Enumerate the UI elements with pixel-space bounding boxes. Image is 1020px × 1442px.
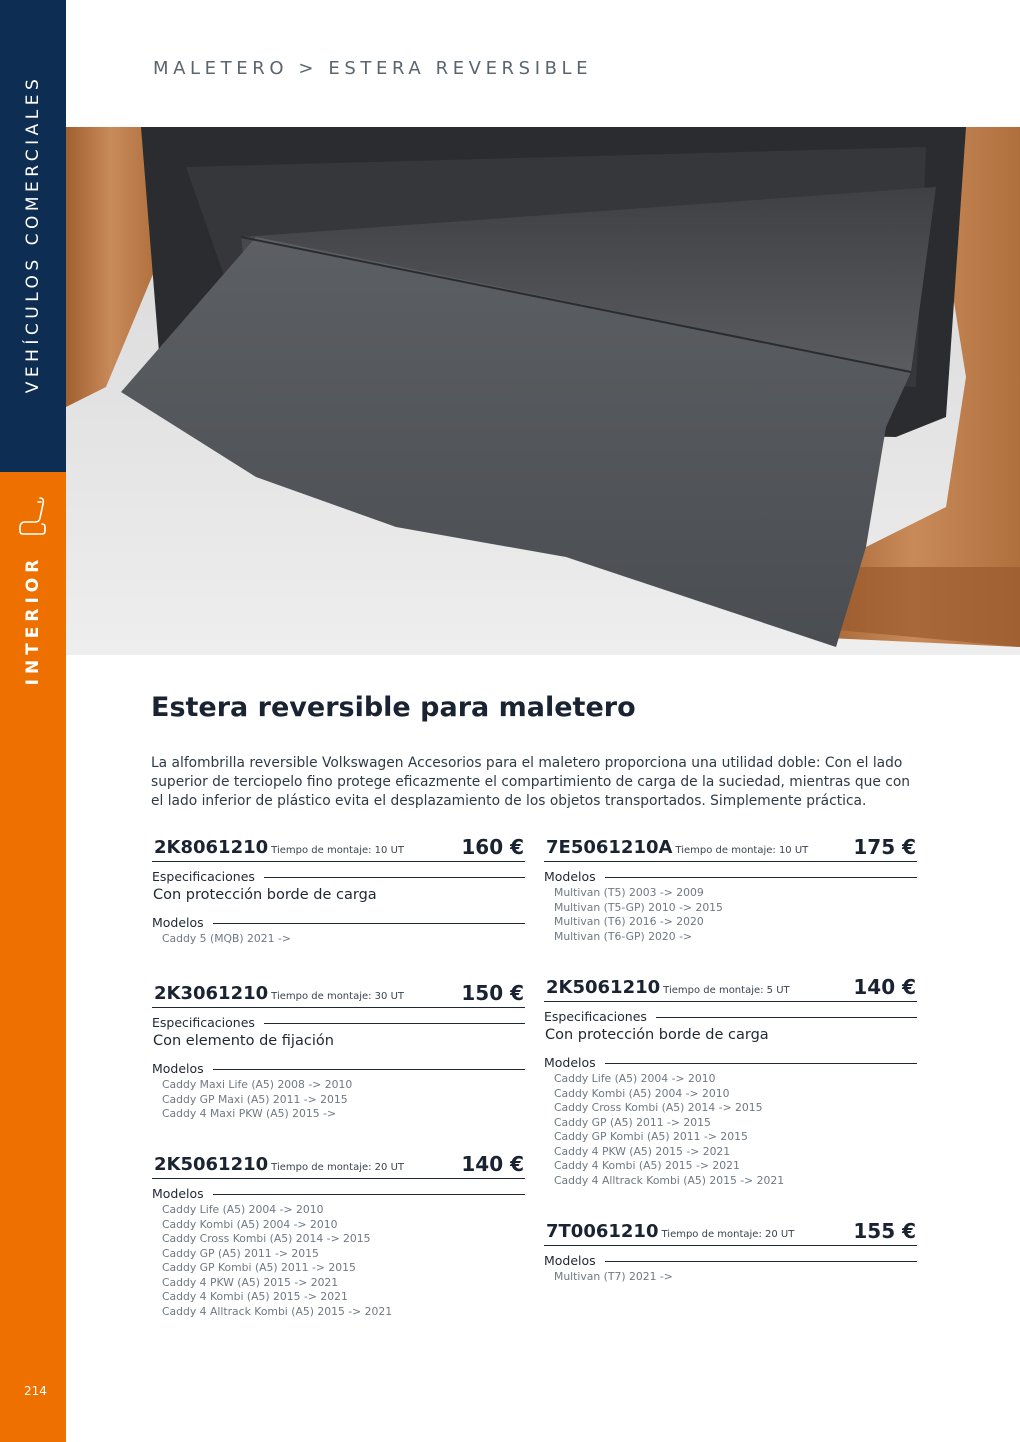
model-item: Caddy GP Kombi (A5) 2011 -> 2015 xyxy=(162,1261,356,1274)
part-number: 7E5061210A Tiempo de montaje: 10 UT xyxy=(546,837,809,858)
price: 140 € xyxy=(853,975,916,999)
model-item: Caddy GP (A5) 2011 -> 2015 xyxy=(554,1115,711,1129)
model-item: Caddy 4 Maxi PKW (A5) 2015 -> xyxy=(162,1107,337,1120)
model-list xyxy=(554,1072,917,1188)
specs-heading: Especificaciones xyxy=(544,1008,917,1024)
model-item: Caddy Kombi (A5) 2004 -> 2010 xyxy=(162,1217,338,1231)
fitting-time: Tiempo de montaje: 10 UT xyxy=(675,845,809,856)
model-list xyxy=(162,932,525,947)
sidebar-category-label: INTERIOR xyxy=(23,554,43,686)
model-item: Caddy 4 PKW (A5) 2015 -> 2021 xyxy=(554,1144,731,1158)
part-number: 2K5061210 Tiempo de montaje: 20 UT xyxy=(154,1154,405,1175)
models-heading: Modelos xyxy=(152,1185,525,1201)
product-header xyxy=(152,980,525,1008)
model-list xyxy=(554,1270,917,1285)
product-block xyxy=(152,980,525,1122)
spec-text: Con protección borde de carga xyxy=(545,1027,769,1043)
model-item: Caddy 4 Kombi (A5) 2015 -> 2021 xyxy=(554,1159,740,1172)
price: 160 € xyxy=(461,835,524,859)
product-header xyxy=(152,1151,525,1179)
price: 155 € xyxy=(853,1219,916,1243)
price: 175 € xyxy=(853,835,916,859)
product-header xyxy=(544,974,917,1002)
model-item: Caddy Kombi (A5) 2004 -> 2010 xyxy=(554,1086,730,1100)
spec-text: Con elemento de fijación xyxy=(153,1033,334,1049)
part-number: 7T0061210 Tiempo de montaje: 20 UT xyxy=(546,1221,795,1242)
model-item: Caddy 5 (MQB) 2021 -> xyxy=(162,932,291,945)
sidebar-category-band xyxy=(0,472,66,1442)
model-item: Caddy Life (A5) 2004 -> 2010 xyxy=(162,1203,324,1216)
car-seat-icon xyxy=(16,494,48,538)
fitting-time: Tiempo de montaje: 20 UT xyxy=(661,1229,795,1240)
price: 150 € xyxy=(461,981,524,1005)
product-block xyxy=(544,834,917,944)
model-item: Caddy GP Maxi (A5) 2011 -> 2015 xyxy=(162,1092,348,1106)
model-item: Multivan (T5) 2003 -> 2009 xyxy=(554,886,704,899)
model-item: Multivan (T7) 2021 -> xyxy=(554,1270,673,1283)
article-description: La alfombrilla reversible Volkswagen Accesorios para el maletero proporciona una utilidad doble: Con el lado superior de terciopelo fino protege eficazmente el compartimiento de carga de la suciedad, mientras que con el lado inferior de plástico evita el desplazamiento de los objetos transportados. Simplemente práctica. xyxy=(151,755,911,809)
price: 140 € xyxy=(461,1152,524,1176)
model-item: Caddy 4 Alltrack Kombi (A5) 2015 -> 2021 xyxy=(554,1173,785,1187)
product-block xyxy=(544,1218,917,1285)
sidebar-section-label: VEHÍCULOS COMERCIALES xyxy=(23,74,43,394)
model-item: Multivan (T6) 2016 -> 2020 xyxy=(554,915,704,928)
model-list xyxy=(554,886,917,944)
model-list xyxy=(162,1078,525,1122)
fitting-time: Tiempo de montaje: 20 UT xyxy=(271,1162,405,1173)
sidebar-section-band xyxy=(0,0,66,472)
model-item: Multivan (T5-GP) 2010 -> 2015 xyxy=(554,900,723,914)
product-header xyxy=(544,1218,917,1246)
model-item: Caddy Maxi Life (A5) 2008 -> 2010 xyxy=(162,1078,353,1091)
product-photo xyxy=(66,127,1020,655)
fitting-time: Tiempo de montaje: 5 UT xyxy=(663,985,790,996)
models-heading: Modelos xyxy=(152,914,525,930)
models-heading: Modelos xyxy=(544,1054,917,1070)
product-header xyxy=(544,834,917,862)
model-item: Caddy GP (A5) 2011 -> 2015 xyxy=(162,1246,319,1260)
part-number: 2K5061210 Tiempo de montaje: 5 UT xyxy=(546,977,790,998)
product-block xyxy=(152,834,525,947)
product-block xyxy=(544,974,917,1188)
product-block xyxy=(152,1151,525,1319)
specs-heading: Especificaciones xyxy=(152,1014,525,1030)
spec-text: Con protección borde de carga xyxy=(153,887,377,903)
models-heading: Modelos xyxy=(544,868,917,884)
model-item: Caddy 4 Alltrack Kombi (A5) 2015 -> 2021 xyxy=(162,1304,393,1318)
page-number: 214 xyxy=(24,1384,47,1398)
model-item: Caddy Life (A5) 2004 -> 2010 xyxy=(554,1072,716,1085)
specs-heading: Especificaciones xyxy=(152,868,525,884)
fitting-time: Tiempo de montaje: 30 UT xyxy=(271,991,405,1002)
models-heading: Modelos xyxy=(152,1060,525,1076)
models-heading: Modelos xyxy=(544,1252,917,1268)
part-number: 2K8061210 Tiempo de montaje: 10 UT xyxy=(154,837,405,858)
part-number: 2K3061210 Tiempo de montaje: 30 UT xyxy=(154,983,405,1004)
article-title: Estera reversible para maletero xyxy=(151,692,636,723)
model-item: Caddy 4 Kombi (A5) 2015 -> 2021 xyxy=(162,1290,348,1303)
model-item: Caddy Cross Kombi (A5) 2014 -> 2015 xyxy=(554,1101,763,1114)
product-header xyxy=(152,834,525,862)
model-item: Caddy 4 PKW (A5) 2015 -> 2021 xyxy=(162,1275,339,1289)
breadcrumb: MALETERO > ESTERA REVERSIBLE xyxy=(153,58,593,79)
model-item: Multivan (T6-GP) 2020 -> xyxy=(554,929,693,943)
model-item: Caddy Cross Kombi (A5) 2014 -> 2015 xyxy=(162,1232,371,1245)
model-item: Caddy GP Kombi (A5) 2011 -> 2015 xyxy=(554,1130,748,1143)
fitting-time: Tiempo de montaje: 10 UT xyxy=(271,845,405,856)
model-list xyxy=(162,1203,525,1319)
